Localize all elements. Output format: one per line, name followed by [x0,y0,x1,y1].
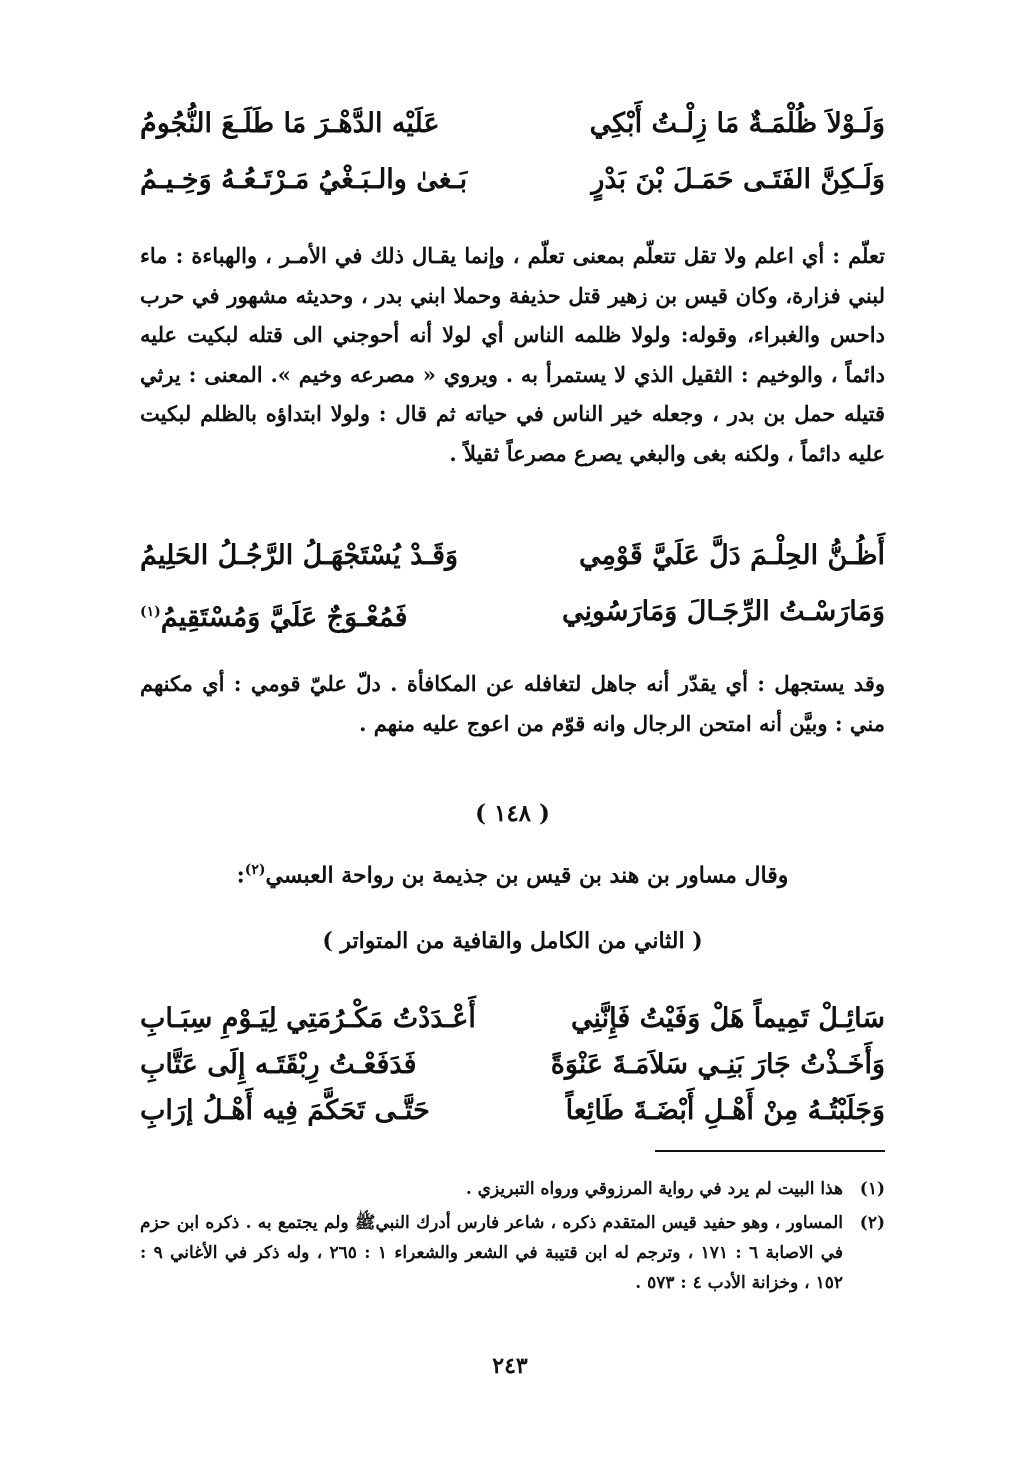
verse-line [140,96,885,152]
footnote-divider [655,1150,885,1152]
footnote-item [140,1208,885,1298]
hemistich-first: وَجَلَبْتُـهُ مِنْ أَهْـلِ أَبْضَـةَ طَائِعاً [565,1095,885,1126]
poem-2 [140,528,885,640]
intro-text: وقال مساور بن هند بن قيس بن جذيمة بن رواحة العبسي [265,862,789,889]
footnote-ref[interactable]: (٢) [244,862,266,878]
hemistich-second: بَـغىٰ والـبَـغْيُ مَـرْتَـعُـهُ وَخِـيـمُ [140,164,468,195]
footnote-text: هذا البيت لم يرد في رواية المرزوقي ورواه التبريزي . [465,1179,843,1199]
commentary-1 [140,236,885,473]
hemistich-second: حَتَّـى تَحَكَّمَ فِيه أَهْـلُ إرَابِ [140,1095,430,1126]
footnote-text: المساور ، وهو حفيد قيس المتقدم ذكره ، شاعر فارس أدرك النبيﷺ ولم يجتمع به . ذكره ابن حزم في الاصابة ٦ : ١٧١ ، وترجم له ابن قتيبة في الشعر والشعراء ١ : ٢٦٥ ، وله ذكر في الأغاني ٩ : ١٥٢ ، وخزانة الأدب ٤ : ٥٧٣ . [140,1213,843,1293]
footnote-ref[interactable]: (١) [140,604,161,620]
section-number: ( ١٤٨ ) [475,800,550,827]
footnote-item [140,1174,885,1204]
hemistich-first: سَائِـلْ تَمِيماً هَلْ وَفَيْتُ فَإِنَّنِي [570,1003,885,1034]
footnote-number: (١) [859,1179,885,1199]
hemistich-first: وَمَارَسْـتُ الرِّجَـالَ وَمَارَسُونِي [561,596,885,627]
footnote-number: (٢) [859,1213,885,1233]
verse-line [140,996,885,1042]
hemistich-first: أَظُـنُّ الحِلْـمَ دَلَّ عَلَيَّ قَوْمِي [578,540,885,571]
poem-3 [140,996,885,1134]
hemistich-second: أَعْـدَدْتُ مَكْـرُمَتِي لِيَـوْمِ سِبَـابِ [140,1003,476,1034]
page-number: ٢٤٣ [492,1353,528,1379]
commentary-2 [140,664,885,743]
verse-line [140,528,885,584]
verse-line [140,1088,885,1134]
poem-1 [140,96,885,208]
commentary-paragraph: تعلّم : أي اعلم ولا تقل تتعلّم بمعنى تعلّم ، وإنما يقـال ذلك في الأمـر ، والهباءة : ماء لبني فزارة، وكان قيس بن زهير قتل حذيفة وحملا ابني بدر ، وحديثه مشهور في حرب داحس والغبراء، وقوله: ولولا ظلمه الناس أي لولا أنه أحوجني الى قتله لبكيت عليه دائماً ، والوخيم : الثقيل الذي لا يستمرأ به . ويروي « مصرعه وخيم ». المعنى : يرثي قتيله حمل بن بدر ، وجعله خير الناس في حياته ثم قال : ولولا ابتداؤه بالظلم لبكيت عليه دائماً ، ولكنه بغى والبغي يصرع مصرعاً ثقيلاً . [140,243,885,466]
verse-line [140,1042,885,1088]
hemistich-second: فَدَفَعْـتُ رِبْقَتَـه إِلَى عَتَّابِ [140,1049,417,1080]
hemistich-first: وَلَـوْلاَ ظُلْمَـةٌ مَا زِلْـتُ أَبْكِي [589,108,885,139]
meter-label: ( الثاني من الكامل والقافية من المتواتر ) [322,928,703,954]
section-intro [140,862,885,888]
hemistich-text: فَمُعْـوَجٌ عَلَيَّ وَمُسْتَقِيمُ [160,602,408,633]
verse-line [140,584,885,640]
footnotes [140,1174,885,1298]
intro-colon: : [236,862,245,889]
verse-line [140,152,885,208]
hemistich-first: وَأَخَـذْتُ جَارَ بَنِـي سَلاَمَـةَ عَنْوَةً [550,1049,885,1080]
commentary-paragraph: وقد يستجهل : أي يقدّر أنه جاهل لتغافله عن المكافأة . دلّ عليّ قومي : أي مكنهم مني : وبيَّن أنه امتحن الرجال وانه قوّم من اعوج عليه منهم . [140,671,885,736]
hemistich-first: وَلَـكِنَّ الفَتَـى حَمَـلَ بْنَ بَدْرٍ [591,164,885,195]
hemistich-second: عَلَيْه الدَّهْـرَ مَا طَلَـعَ النُّجُومُ [140,108,440,139]
hemistich-second [140,584,407,640]
hemistich-second: وَقَـدْ يُسْتَجْهَـلُ الرَّجُـلُ الحَلِيمُ [140,540,459,571]
